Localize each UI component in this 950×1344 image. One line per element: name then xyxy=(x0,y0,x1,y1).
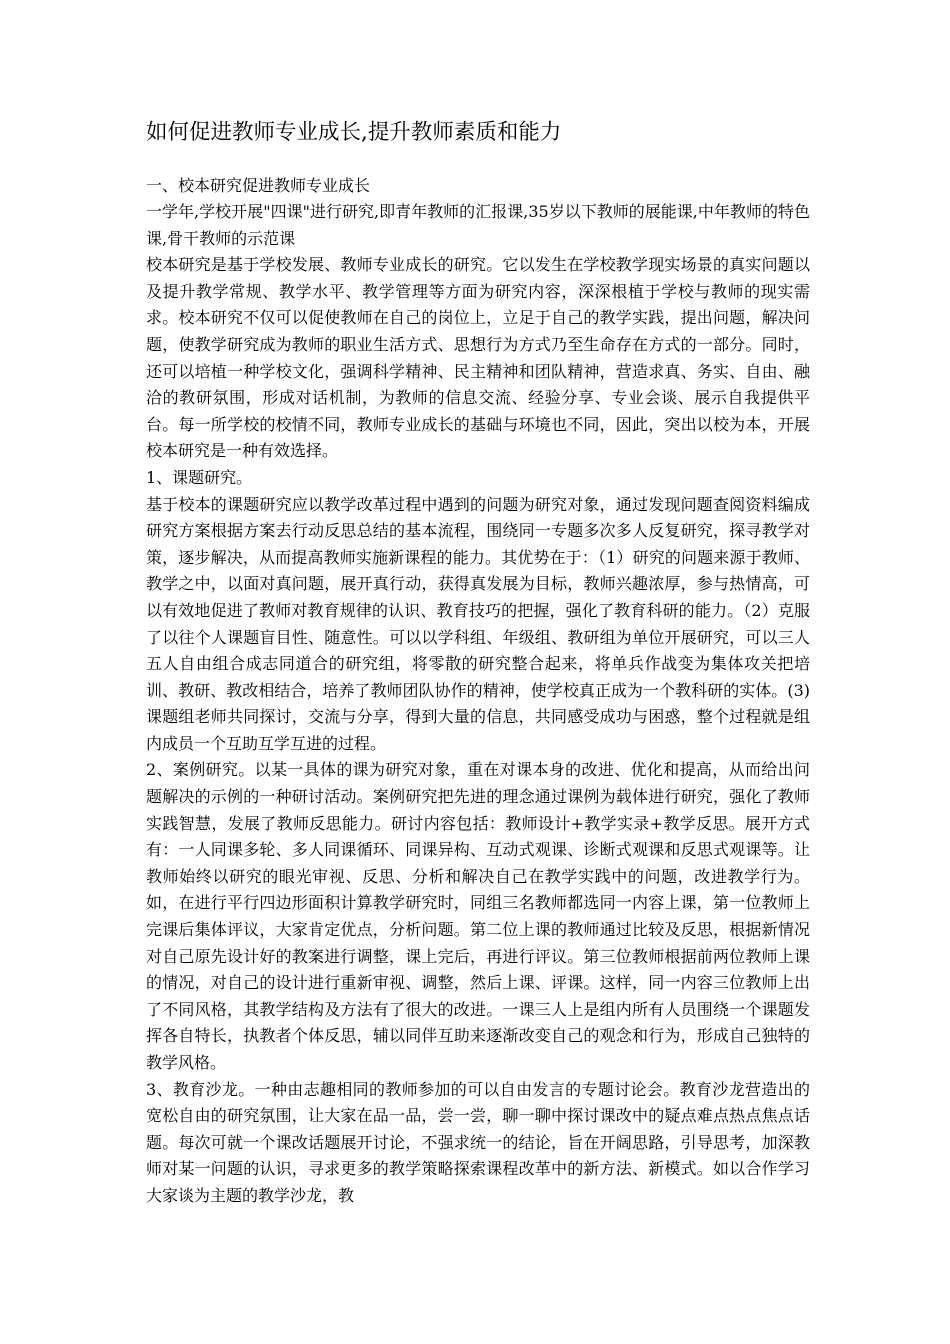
paragraph-education-salon: 3、教育沙龙。一种由志趣相同的教师参加的可以自由发言的专题讨论会。教育沙龙营造出的宽松自由的研究氛围，让大家在品一品，尝一尝，聊一聊中探讨课改中的疑点难点热点焦点话题。每次可就一个课改话题展开讨论，不强求统一的结论，旨在开阔思路，引导思考，加深教师对某一问题的认识，寻求更多的教学策略探索课程改革中的新方法、新模式。如以合作学习大家谈为主题的教学沙龙，教 xyxy=(146,1079,810,1205)
document-title: 如何促进教师专业成长,提升教师素质和能力 xyxy=(146,120,562,145)
paragraph-case-study: 2、案例研究。以某一具体的课为研究对象，重在对课本身的改进、优化和提高，从而给出问题解决的示例的一种研讨活动。案例研究把先进的理念通过课例为载体进行研究，强化了教师实践智慧，发展了教师反思能力。研讨内容包括：教师设计+教学实录+教学反思。展开方式有：一人同课多轮、多人同课循环、同课异构、互动式观课、诊断式观课和反思式观课等。让教师始终以研究的眼光审视、反思、分析和解决自己在教学实践中的问题，改进教学行为。如，在进行平行四边形面积计算教学研究时，同组三名教师都选同一内容上课，第一位教师上完课后集体评议，大家肯定优点，分析问题。第二位上课的教师通过比较及反思，根据新情况对自己原先设计好的教案进行调整，课上完后，再进行评议。第三位教师根据前两位教师上课的情况，对自己的设计进行重新审视、调整，然后上课、评课。这样，同一内容三位教师上出了不同风格，其教学结构及方法有了很大的改进。一课三人上是组内所有人员围绕一个课题发挥各自特长，执教者个体反思，辅以同伴互助来逐渐改变自己的观念和行为，形成自己独特的教学风格。 xyxy=(146,760,810,1072)
section-heading: 一、校本研究促进教师专业成长 xyxy=(146,176,371,195)
paragraph-four-lessons: 一学年,学校开展"四课"进行研究,即青年教师的汇报课,35岁以下教师的展能课,中年教师的特色课,骨干教师的示范课 xyxy=(146,202,810,248)
document-page xyxy=(146,118,810,1210)
subheading-topic-research: 1、课题研究。 xyxy=(146,467,253,487)
paragraph-school-based-research: 校本研究是基于学校发展、教师专业成长的研究。它以发生在学校教学现实场景的真实问题以及提升教学常规、教学水平、教学管理等方面为研究内容，深深根植于学校与教师的现实需求。校本研究不仅可以促使教师在自己的岗位上，立足于自己的教学实践，提出问题，解决问题，使教学研究成为教师的职业生活方式、思想行为方式乃至生命存在方式的一部分。同时，还可以培植一种学校文化，强调科学精神、民主精神和团队精神，营造求真、务实、自由、融洽的教研氛围，形成对话机制，为教师的信息交流、经验分享、专业会谈、展示自我提供平台。每一所学校的校情不同，教师专业成长的基础与环境也不同，因此，突出以校为本，开展校本研究是一种有效选择。 xyxy=(146,255,810,461)
paragraph-topic-research: 基于校本的课题研究应以教学改革过程中遇到的问题为研究对象，通过发现问题查阅资料编成研究方案根据方案去行动反思总结的基本流程，围绕同一专题多次多人反复研究，探寻教学对策，逐步解决，从而提高教师实施新课程的能力。其优势在于：（1）研究的问题来源于教师、教学之中，以面对真问题，展开真行动，获得真发展为目标，教师兴趣浓厚，参与热情高，可以有效地促进了教师对教育规律的认识、教育技巧的把握，强化了教育科研的能力。（2）克服了以往个人课题盲目性、随意性。可以以学科组、年级组、教研组为单位开展研究，可以三人五人自由组合成志同道合的研究组，将零散的研究整合起来，将单兵作战变为集体攻关把培训、教研、教改相结合，培养了教师团队协作的精神，使学校真正成为一个教科研的实体。(3)课题组老师共同探讨，交流与分享，得到大量的信息，共同感受成功与困惑，整个过程就是组内成员一个互助互学互进的过程。 xyxy=(146,494,810,753)
